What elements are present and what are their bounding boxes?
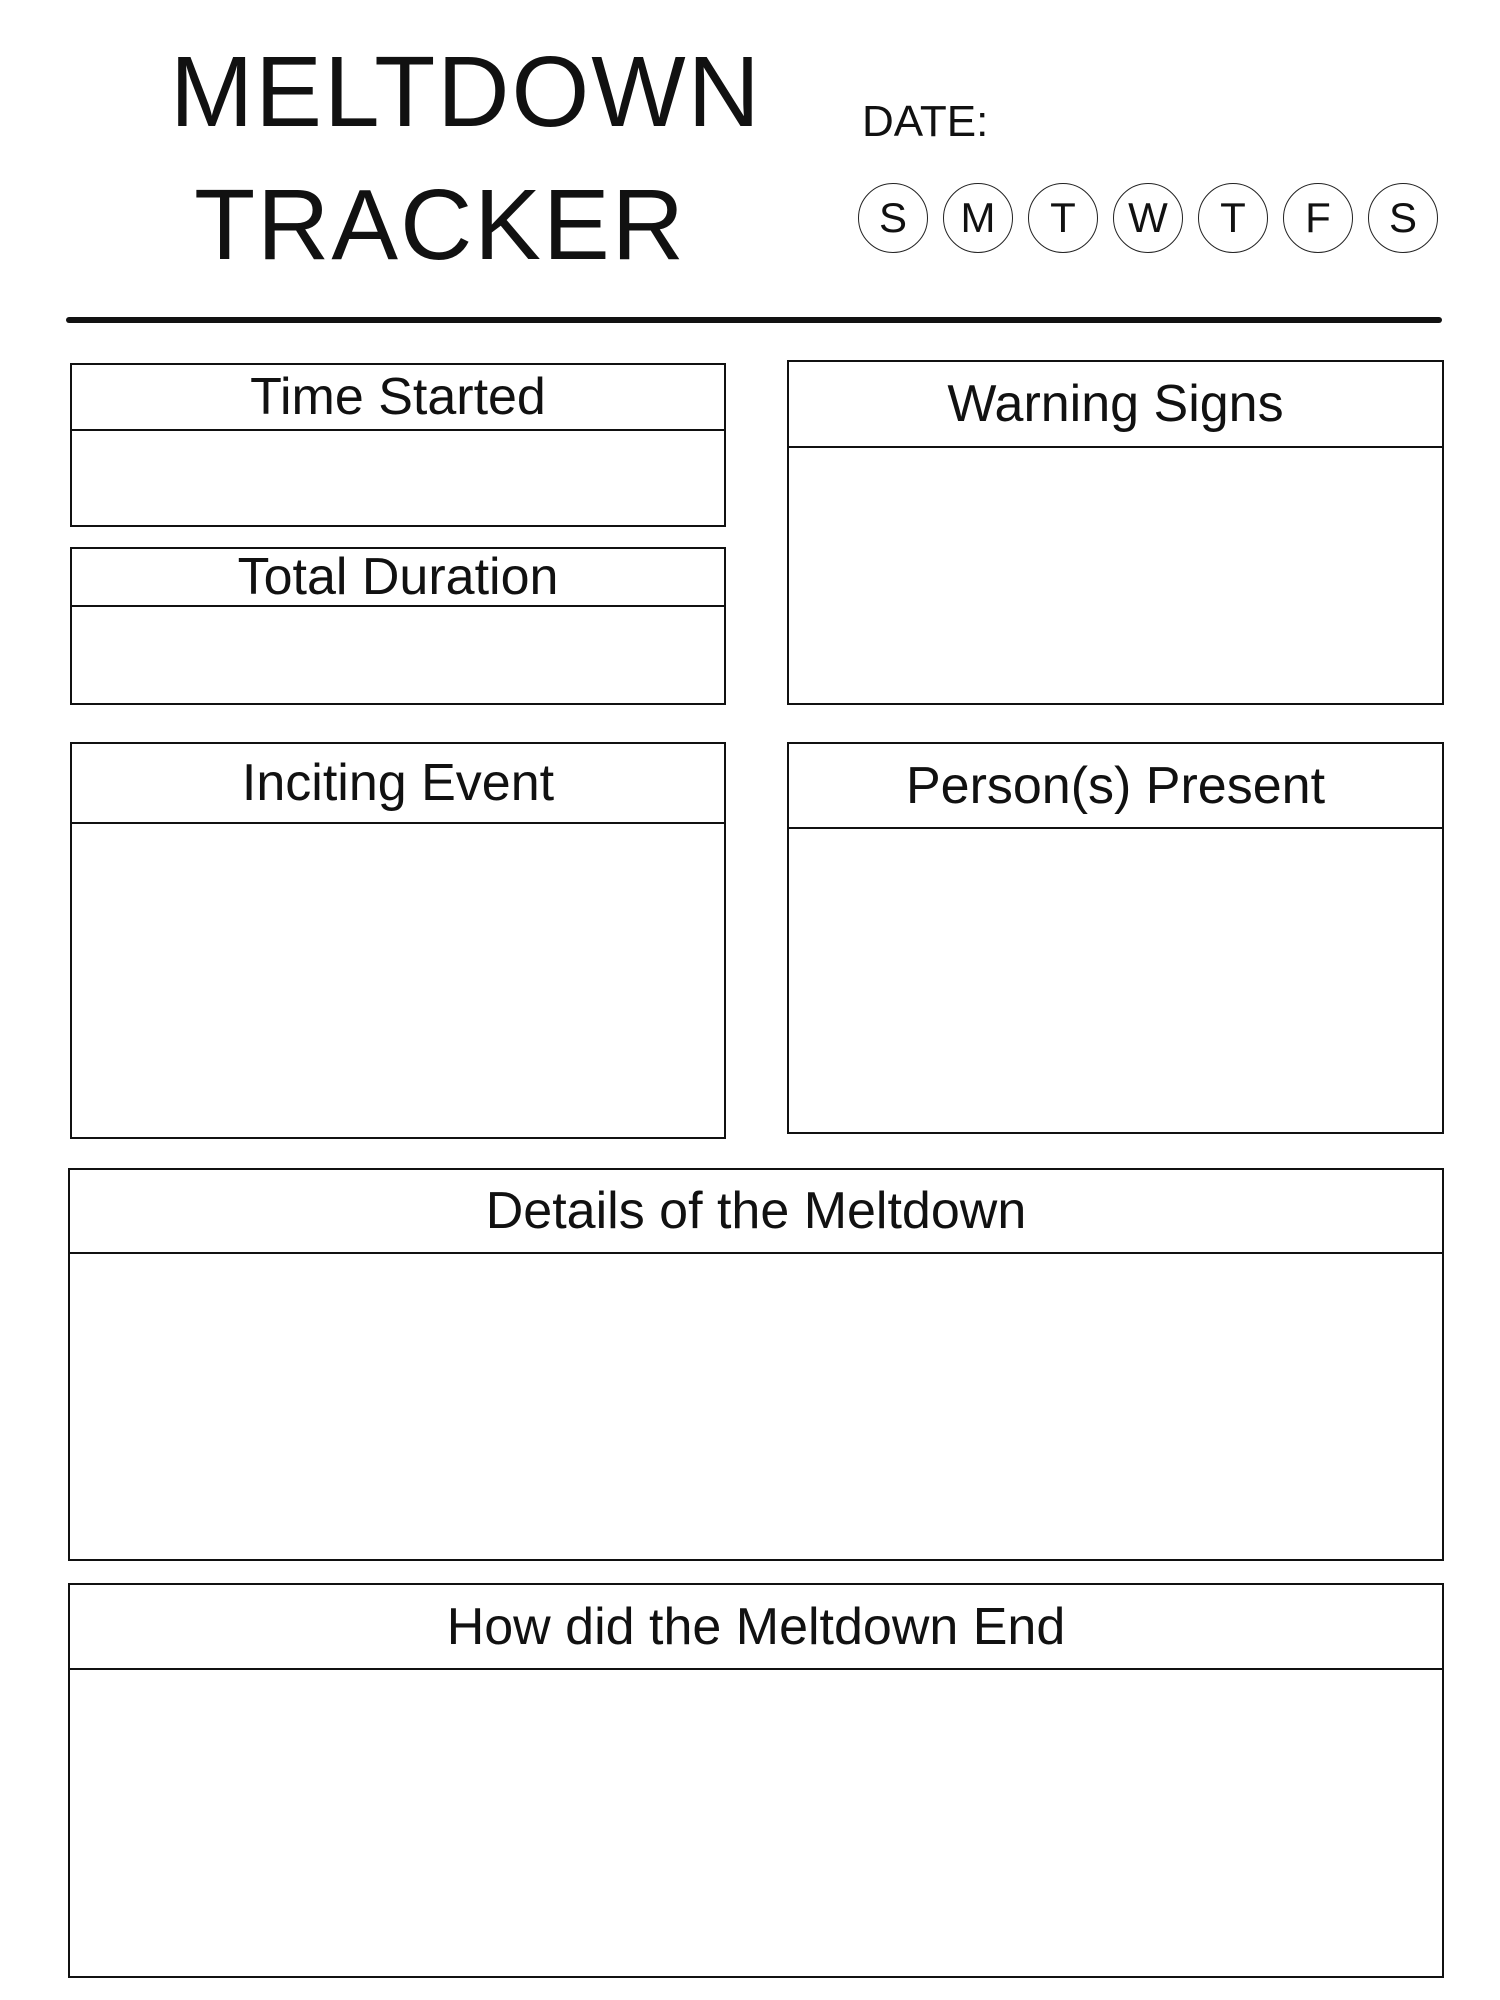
- time-started-box: [70, 363, 726, 527]
- date-label: DATE:: [862, 97, 989, 146]
- page-title-line-2: TRACKER: [194, 169, 686, 281]
- time-started-heading: Time Started: [72, 365, 724, 431]
- page-title-line-1: MELTDOWN: [170, 36, 762, 148]
- persons-present-box: [787, 742, 1444, 1134]
- day-circle-monday[interactable]: M: [943, 183, 1013, 253]
- day-circle-sunday[interactable]: S: [858, 183, 928, 253]
- details-heading: Details of the Meltdown: [70, 1170, 1442, 1254]
- weekday-selector: [858, 183, 1453, 253]
- how-end-box: [68, 1583, 1444, 1978]
- day-circle-tuesday[interactable]: T: [1028, 183, 1098, 253]
- total-duration-heading: Total Duration: [72, 549, 724, 607]
- how-end-field[interactable]: [70, 1670, 1442, 1976]
- how-end-heading: How did the Meltdown End: [70, 1585, 1442, 1670]
- day-circle-saturday[interactable]: S: [1368, 183, 1438, 253]
- day-circle-thursday[interactable]: T: [1198, 183, 1268, 253]
- day-circle-wednesday[interactable]: W: [1113, 183, 1183, 253]
- inciting-event-box: [70, 742, 726, 1139]
- persons-present-field[interactable]: [789, 829, 1442, 1132]
- inciting-event-heading: Inciting Event: [72, 744, 724, 824]
- persons-present-heading: Person(s) Present: [789, 744, 1442, 829]
- warning-signs-heading: Warning Signs: [789, 362, 1442, 448]
- inciting-event-field[interactable]: [72, 824, 724, 1137]
- details-box: [68, 1168, 1444, 1561]
- warning-signs-field[interactable]: [789, 448, 1442, 703]
- total-duration-field[interactable]: [72, 607, 724, 703]
- day-circle-friday[interactable]: F: [1283, 183, 1353, 253]
- details-field[interactable]: [70, 1254, 1442, 1559]
- warning-signs-box: [787, 360, 1444, 705]
- header-divider: [66, 317, 1442, 323]
- total-duration-box: [70, 547, 726, 705]
- time-started-field[interactable]: [72, 431, 724, 525]
